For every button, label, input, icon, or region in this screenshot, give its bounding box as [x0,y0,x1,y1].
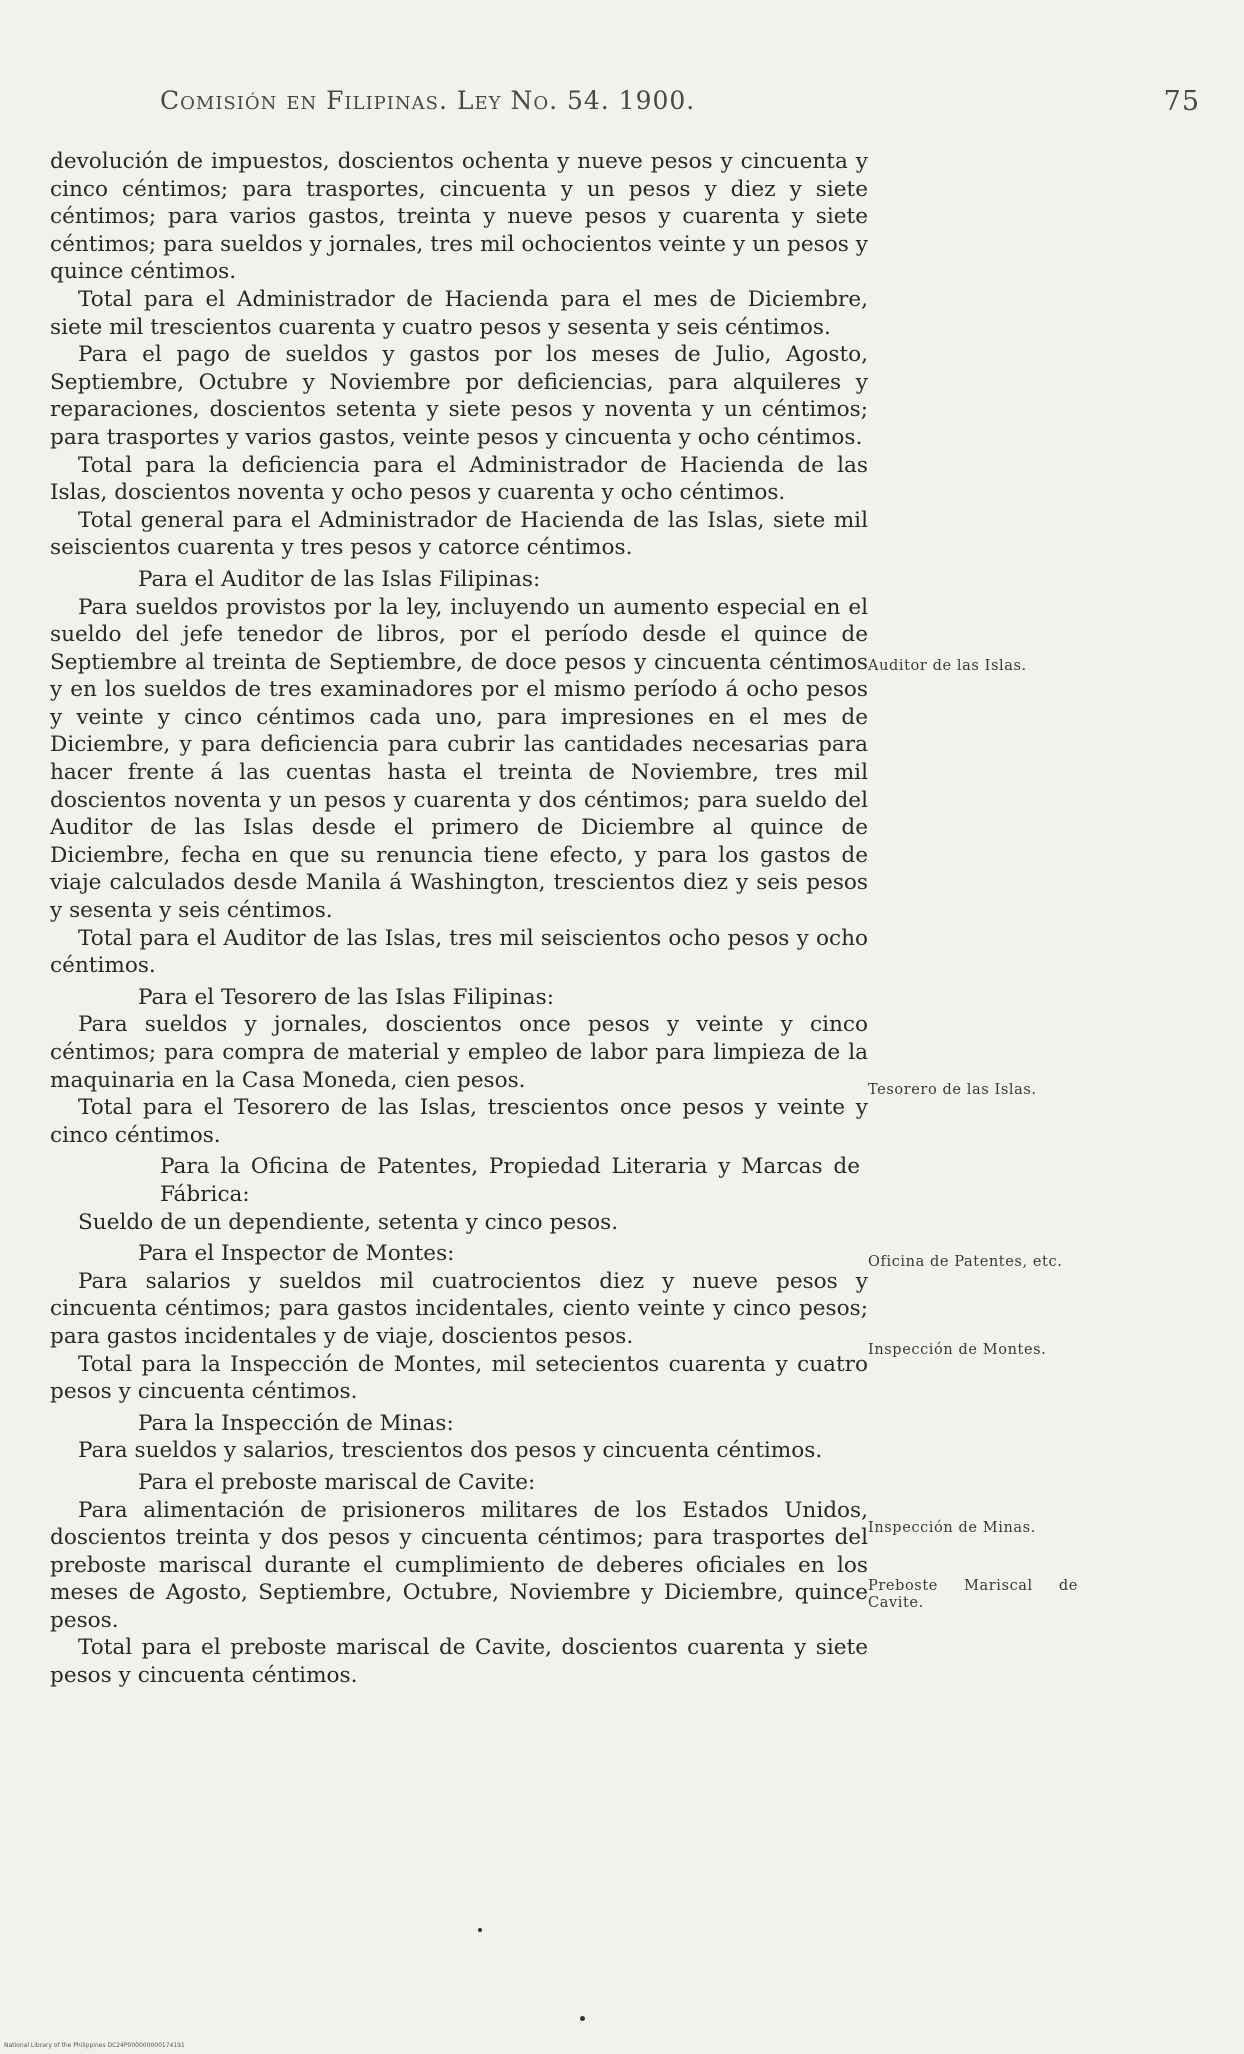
ink-speck [478,1928,482,1932]
paragraph: Total para el Administrador de Hacienda para el mes de Diciembre, siete mil trescientos cuarenta y cuatro pesos y sesenta y seis céntimos. [50,286,868,340]
section-heading: Para el Auditor de las Islas Filipinas: [138,566,541,592]
paragraph: Para salarios y sueldos mil cuatrocientos diez y nueve pesos y cincuenta céntimos; para gastos incidentales, ciento veinte y cinco pesos; para gastos incidentales y de viaje, doscientos pesos. [50,1268,868,1349]
paragraph: Total para el preboste mariscal de Cavite, doscientos cuarenta y siete pesos y cincuenta céntimos. [50,1635,868,1689]
paragraph: Total para el Auditor de las Islas, tres mil seiscientos ocho pesos y ocho céntimos. [50,925,868,979]
ink-speck [580,2016,585,2021]
paragraph: Total general para el Administrador de Hacienda de las Islas, siete mil seiscientos cuarenta y tres pesos y catorce céntimos. [50,507,868,561]
paragraph: Para sueldos provistos por la ley, incluyendo un aumento especial en el sueldo del jefe tenedor de libros, por el período desde el quince de Septiembre al treinta de Septiembre, de doce pesos y cincuenta céntimos y en los sueldos de tres examinadores por el mismo período á ocho pesos y veinte y cinco céntimos cada uno, para impresiones en el mes de Diciembre, y para deficiencia para cubrir las cantidades necesarias para hacer frente á las cuentas hasta el treinta de Noviembre, tres mil doscientos noventa y un pesos y cuarenta y dos céntimos; para sueldo del Auditor de las Islas desde el primero de Diciembre al quince de Diciembre, fecha en que su renuncia tiene efecto, y para los gastos de viaje calculados desde Manila á Washington, trescientos diez y seis pesos y sesenta y seis céntimos. [50,594,868,924]
page-number: 75 [1163,86,1200,117]
running-title: Comisión en Filipinas. Ley No. 54. 1900. [160,86,696,115]
section-heading: Para el Tesorero de las Islas Filipinas: [138,984,555,1010]
margin-note-minas: Inspección de Minas. [868,1520,1036,1536]
section-heading: Para el preboste mariscal de Cavite: [138,1469,536,1495]
margin-note-montes: Inspección de Montes. [868,1342,1047,1358]
paragraph: devolución de impuestos, doscientos ochenta y nueve pesos y cincuenta y cinco céntimos; para trasportes, cincuenta y un pesos y diez y siete céntimos; para varios gastos, treinta y nueve pesos y cuarenta y siete céntimos; para sueldos y jornales, tres mil ochocientos veinte y un pesos y quince céntimos. [50,149,868,285]
margin-note-patentes: Oficina de Patentes, etc. [868,1254,1063,1270]
paragraph: Para alimentación de prisioneros militares de los Estados Unidos, doscientos treinta y dos pesos y cincuenta céntimos; para trasportes del preboste mariscal durante el cumplimiento de deberes oficiales en los meses de Agosto, Septiembre, Octubre, Noviembre y Diciembre, quince pesos. [50,1497,868,1633]
margin-note-auditor: Auditor de las Islas. [868,658,1027,674]
paragraph: Total para la Inspección de Montes, mil setecientos cuarenta y cuatro pesos y cincuenta céntimos. [50,1351,868,1405]
body-text [50,148,868,1690]
paragraph: Total para la deficiencia para el Administrador de Hacienda de las Islas, doscientos noventa y ocho pesos y cuarenta y ocho céntimos. [50,452,868,506]
paragraph: Sueldo de un dependiente, setenta y cinco pesos. [78,1209,619,1235]
running-header [160,86,1200,126]
paragraph: Total para el Tesorero de las Islas, trescientos once pesos y veinte y cinco céntimos. [50,1095,868,1148]
section-heading: Para el Inspector de Montes: [138,1241,455,1267]
margin-note-tesorero: Tesorero de las Islas. [868,1082,1037,1098]
paragraph: Para el pago de sueldos y gastos por los meses de Julio, Agosto, Septiembre, Octubre y Noviembre por deficiencias, para alquileres y reparaciones, doscientos setenta y siete pesos y noventa y un céntimos; para trasportes y varios gastos, veinte pesos y cincuenta y ocho céntimos. [50,342,868,450]
scan-footer: National Library of the Philippines DC24P000000000174191 [4,2042,185,2049]
section-heading: Para la Oficina de Patentes, Propiedad Literaria y Marcas de Fábrica: [160,1154,860,1207]
margin-note-preboste: Preboste Mariscal de Cavite. [868,1578,1078,1611]
paragraph: Para sueldos y jornales, doscientos once pesos y veinte y cinco céntimos; para compra de material y empleo de labor para limpieza de la maquinaria en la Casa Moneda, cien pesos. [50,1012,868,1093]
section-heading: Para la Inspección de Minas: [138,1410,454,1436]
paragraph: Para sueldos y salarios, trescientos dos pesos y cincuenta céntimos. [78,1438,823,1464]
